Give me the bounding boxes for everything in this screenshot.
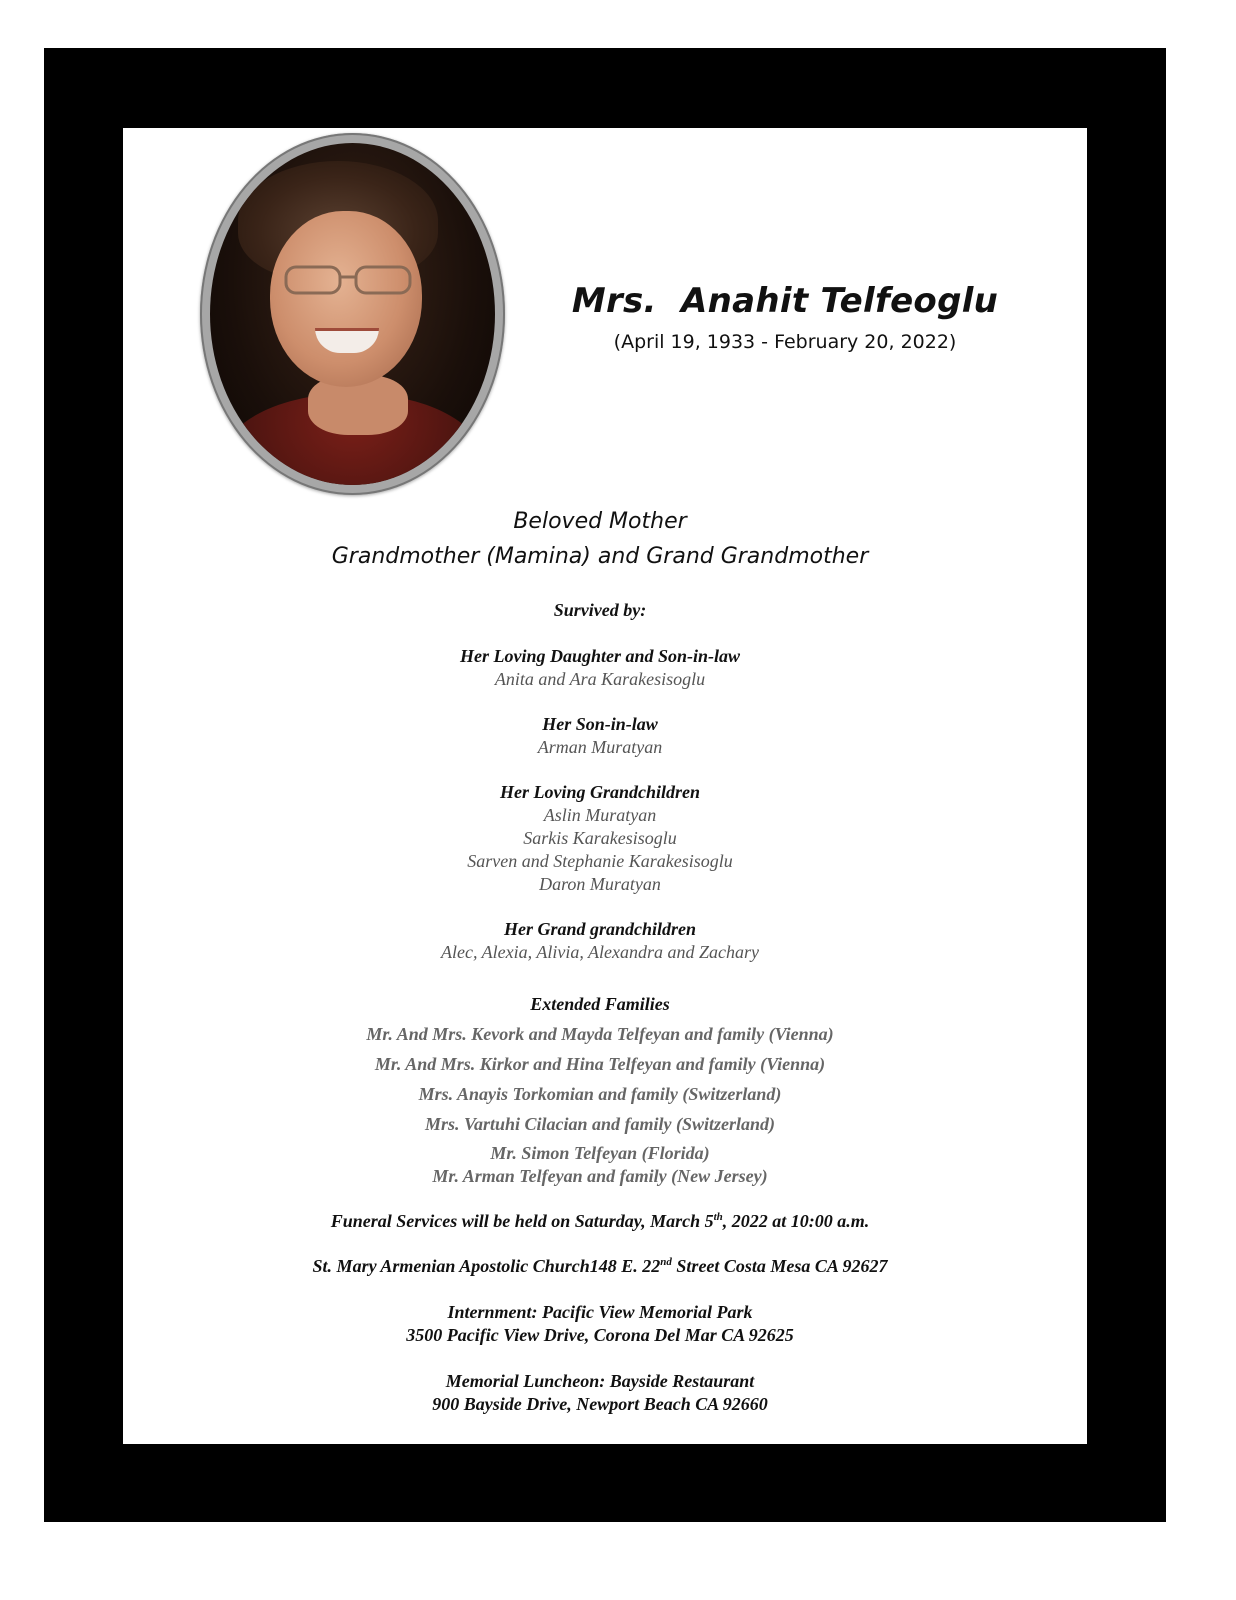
group-title-grandchildren: Her Loving Grandchildren bbox=[499, 782, 700, 802]
internment-address: 3500 Pacific View Drive, Corona Del Mar CA 92625 bbox=[406, 1325, 794, 1345]
group-name: Anita and Ara Karakesisoglu bbox=[494, 669, 706, 689]
group-title-daughter: Her Loving Daughter and Son-in-law bbox=[459, 646, 741, 666]
life-dates: (April 19, 1933 - February 20, 2022) bbox=[613, 331, 957, 353]
church-address-line: St. Mary Armenian Apostolic Church148 E. 22nd Street Costa Mesa CA 92627 bbox=[312, 1256, 888, 1276]
group-name: Sarkis Karakesisoglu bbox=[523, 828, 677, 848]
group-name: Arman Muratyan bbox=[537, 737, 663, 757]
portrait-photo bbox=[200, 133, 505, 495]
heading-grandmother: Grandmother (Mamina) and Grand Grandmother bbox=[331, 544, 869, 569]
luncheon-address: 900 Bayside Drive, Newport Beach CA 92660 bbox=[432, 1394, 768, 1414]
portrait-image bbox=[210, 143, 495, 485]
group-name: Aslin Muratyan bbox=[543, 805, 657, 825]
extended-family-name: Mr. Simon Telfeyan (Florida) bbox=[490, 1143, 710, 1163]
group-name: Daron Muratyan bbox=[539, 874, 661, 894]
group-title-great-grandchildren: Her Grand grandchildren bbox=[503, 919, 697, 939]
extended-family-name: Mrs. Vartuhi Cilacian and family (Switzerland) bbox=[424, 1114, 776, 1134]
group-name: Alec, Alexia, Alivia, Alexandra and Zachary bbox=[441, 942, 759, 962]
group-name: Sarven and Stephanie Karakesisoglu bbox=[467, 851, 733, 871]
internment-line: Internment: Pacific View Memorial Park bbox=[447, 1302, 753, 1322]
extended-families-title: Extended Families bbox=[530, 994, 670, 1014]
group-title-son-in-law: Her Son-in-law bbox=[542, 714, 658, 734]
extended-family-name: Mr. Arman Telfeyan and family (New Jersey) bbox=[432, 1166, 768, 1186]
luncheon-line: Memorial Luncheon: Bayside Restaurant bbox=[445, 1371, 755, 1391]
heading-beloved-mother: Beloved Mother bbox=[513, 509, 687, 534]
deceased-name: Mrs. Anahit Telfeoglu bbox=[571, 281, 999, 321]
glasses-shape bbox=[284, 263, 412, 297]
extended-family-name: Mr. And Mrs. Kevork and Mayda Telfeyan and family (Vienna) bbox=[366, 1024, 834, 1044]
funeral-services-line: Funeral Services will be held on Saturday, March 5th, 2022 at 10:00 a.m. bbox=[330, 1211, 870, 1231]
extended-family-name: Mrs. Anayis Torkomian and family (Switzerland) bbox=[418, 1084, 782, 1104]
extended-family-name: Mr. And Mrs. Kirkor and Hina Telfeyan and family (Vienna) bbox=[374, 1054, 826, 1074]
survived-by-title: Survived by: bbox=[553, 600, 647, 620]
